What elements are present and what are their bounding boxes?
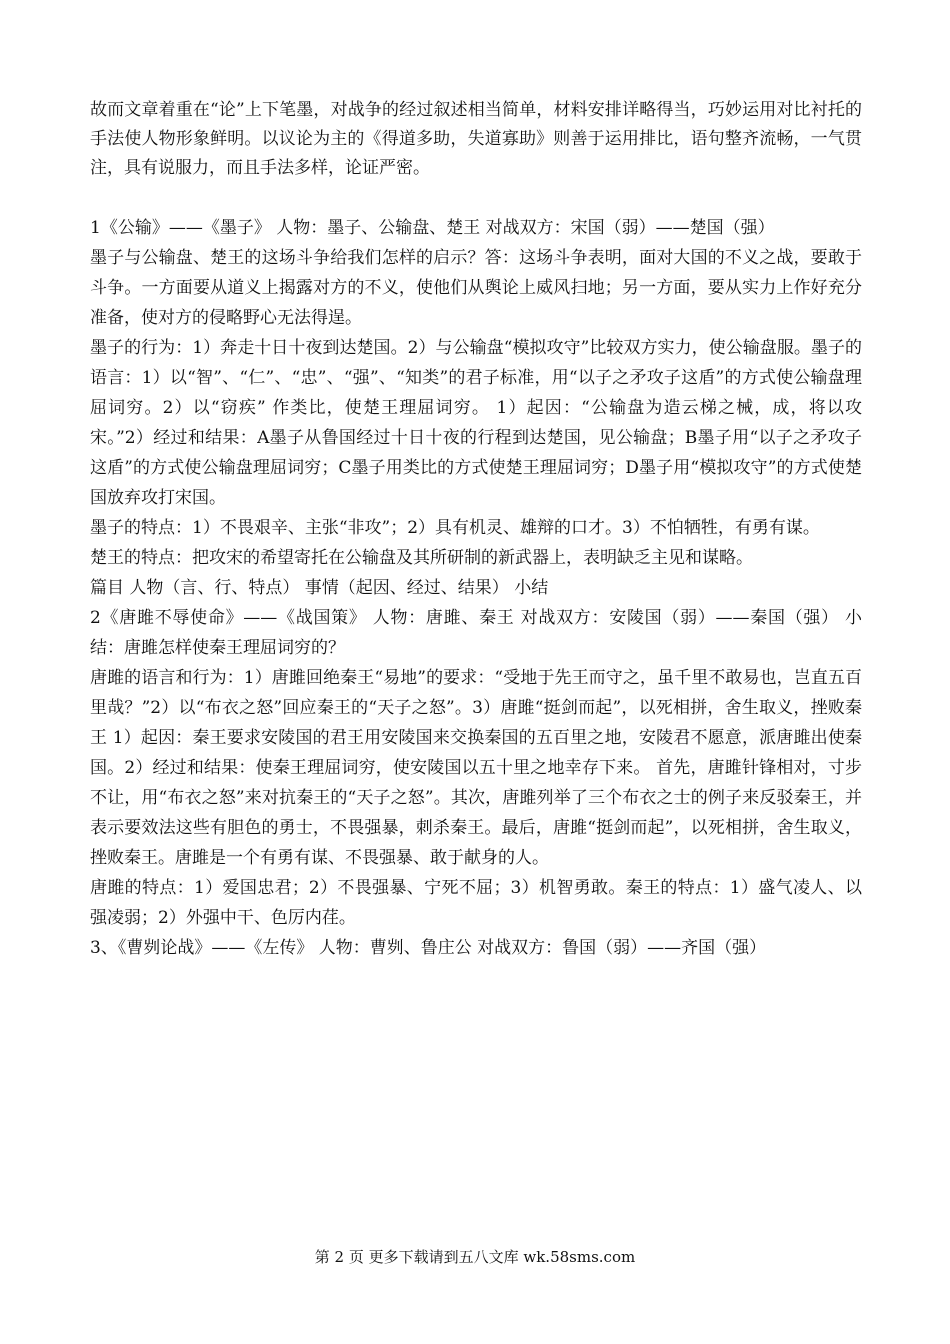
paragraph-spacer [90, 183, 862, 213]
paragraph-tangju-actions: 唐雎的语言和行为：1）唐雎回绝秦王“易地”的要求：“受地于先王而守之，虽千里不敢易也，岂直五百里哉？”2）以“布衣之怒”回应秦王的“天子之怒”。3）唐雎“挺剑而起”，以死相拼，舍生取义，挫败秦王 1）起因：秦王要求安陵国的君王用安陵国来交换秦国的五百里之地，安陵君不愿意，派唐雎出使秦国。2）经过和结果：使秦王理屈词穷，使安陵国以五十里之地幸存下来。 首先，唐雎针锋相对，寸步不让，用“布衣之怒”来对抗秦王的“天子之怒”。其次，唐雎列举了三个布衣之士的例子来反驳秦王，并表示要效法这些有胆色的勇士，不畏强暴，刺杀秦王。最后，唐雎“挺剑而起”，以死相拼，舍生取义，挫败秦王。唐雎是一个有勇有谋、不畏强暴、敢于献身的人。 [90, 668, 862, 868]
paragraph-mozi-traits: 墨子的特点：1）不畏艰辛、主张“非攻”；2）具有机灵、雄辩的口才。3）不怕牺牲，有勇有谋。 [90, 518, 820, 538]
paragraph-mozi-actions: 墨子的行为：1）奔走十日十夜到达楚国。2）与公输盘“模拟攻守”比较双方实力，使公输盘服。墨子的语言：1）以“智”、“仁”、“忠”、“强”、“知类”的君子标准，用“以子之矛攻子这盾”的方式使公输盘理屈词穷。2）以“窃疾” 作类比，使楚王理屈词穷。 1）起因：“公输盘为造云梯之械，成，将以攻宋。”2）经过和结果：A墨子从鲁国经过十日十夜的行程到达楚国，见公输盘；B墨子用“以子之矛攻子这盾”的方式使公输盘理屈词穷；C墨子用类比的方式使楚王理屈词穷；D墨子用“模拟攻守”的方式使楚国放弃攻打宋国。 [90, 338, 862, 508]
paragraph-caogui-heading: 3、《曹刿论战》——《左传》 人物：曹刿、鲁庄公 对战双方：鲁国（弱）——齐国（强） [90, 938, 767, 958]
paragraph-table-header: 篇目 人物（言、行、特点） 事情（起因、经过、结果） 小结 [90, 578, 549, 598]
paragraph-gongshu-heading: 1《公输》——《墨子》 人物：墨子、公输盘、楚王 对战双方：宋国（弱）——楚国（强） [90, 218, 775, 238]
paragraph-tangju-traits: 唐雎的特点：1）爱国忠君；2）不畏强暴、宁死不屈；3）机智勇敢。秦王的特点：1）盛气凌人、以强凌弱；2）外强中干、色厉内荏。 [90, 878, 862, 928]
paragraph-gongshu-enlightenment: 墨子与公输盘、楚王的这场斗争给我们怎样的启示？答：这场斗争表明，面对大国的不义之战，要敢于斗争。一方面要从道义上揭露对方的不义，使他们从舆论上威风扫地；另一方面，要从实力上作好充分准备，使对方的侵略野心无法得逞。 [90, 248, 862, 328]
paragraph-intro: 故而文章着重在“论”上下笔墨，对战争的经过叙述相当简单，材料安排详略得当，巧妙运用对比衬托的手法使人物形象鲜明。以议论为主的《得道多助，失道寡助》则善于运用排比，语句整齐流畅，一气贯注，具有说服力，而且手法多样，论证严密。 [90, 100, 862, 178]
document-body [90, 96, 862, 963]
page-footer: 第 2 页 更多下载请到五八文库 wk.58sms.com [314, 1248, 636, 1266]
paragraph-tangju-heading: 2《唐雎不辱使命》——《战国策》 人物：唐雎、秦王 对战双方：安陵国（弱）——秦国（强） 小结：唐雎怎样使秦王理屈词穷的？ [90, 608, 862, 658]
paragraph-chuwang-traits: 楚王的特点：把攻宋的希望寄托在公输盘及其所研制的新武器上，表明缺乏主见和谋略。 [90, 548, 753, 568]
